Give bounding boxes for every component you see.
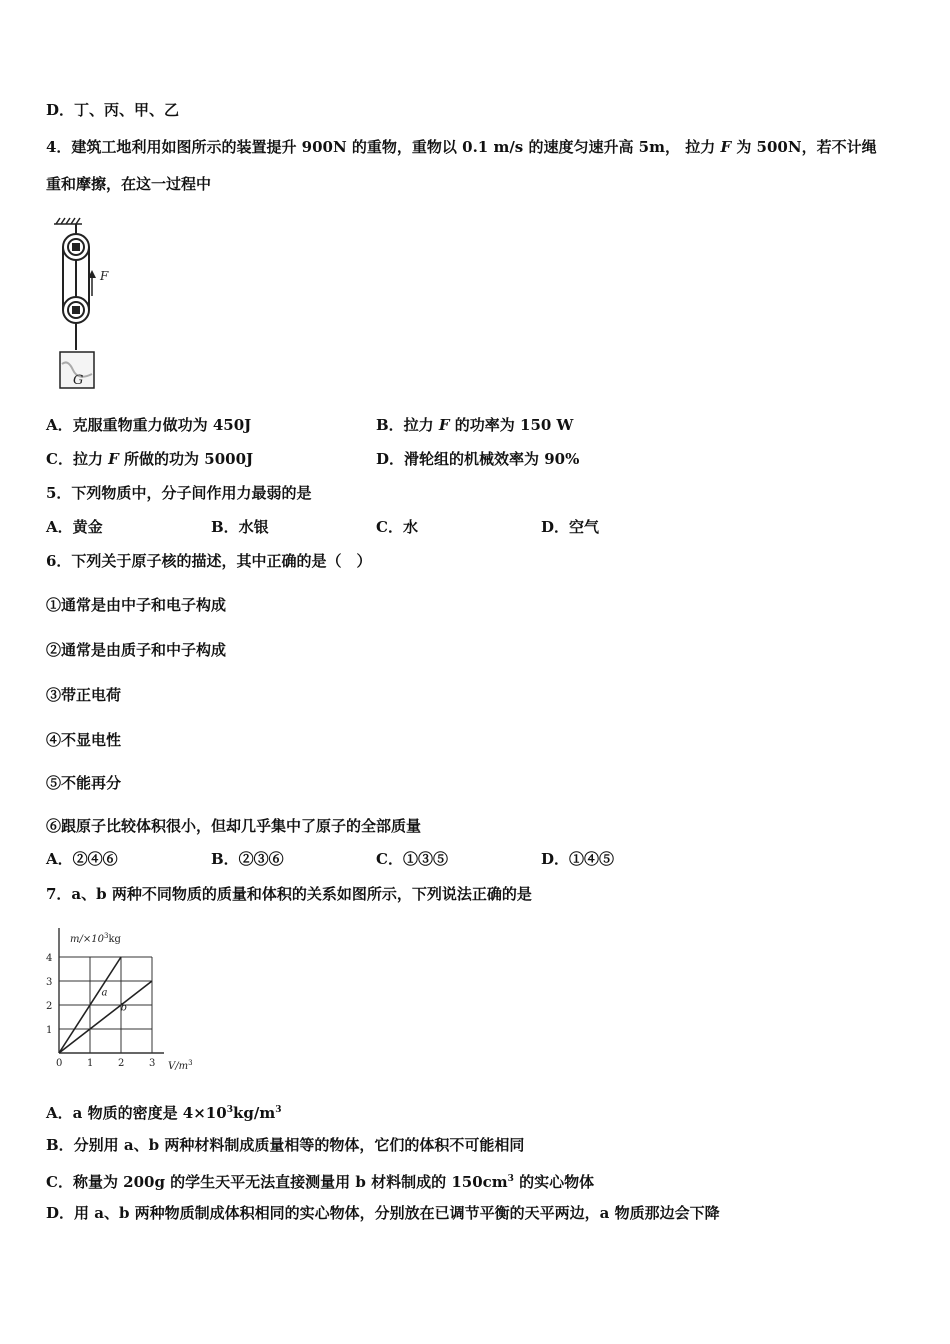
q5-stem: 5．下列物质中，分子间作用力最弱的是	[46, 484, 312, 502]
chart-ylabel: $m/\times 10^3kg$	[70, 932, 121, 945]
q4-option-a: A．克服重物重力做功为 450J	[46, 416, 252, 434]
q7-option-c: C．称量为 200g 的学生天平无法直接测量用 b 材料制成的 $150cm^3$ 的实心物体	[46, 1173, 595, 1191]
q4-option-b: B．拉力 F 的功率为 150 W	[376, 416, 574, 434]
weight-block	[60, 352, 94, 388]
q7-stem: 7．a、b 两种不同物质的质量和体积的关系如图所示，下列说法正确的是	[46, 885, 532, 903]
q5-option-c: C．水	[376, 518, 418, 536]
q7-option-b: B．分别用 a、b 两种材料制成质量相等的物体，它们的体积不可能相同	[46, 1136, 525, 1154]
q6-option-a: A．②④⑥	[46, 850, 118, 868]
x-tick-label: 3	[149, 1058, 156, 1069]
q6-option-b: B．②③⑥	[211, 850, 284, 868]
pulley-figure	[46, 214, 116, 394]
ceiling	[54, 218, 82, 224]
force-arrow	[88, 269, 109, 296]
q4-option-c: C．拉力 F 所做的功为 5000J	[46, 450, 254, 468]
q6-option-d: D．①④⑤	[541, 850, 615, 868]
q6-item-1: ①通常是由中子和电子构成	[46, 596, 227, 614]
x-tick-label: 0	[56, 1058, 63, 1069]
q3-option-d: D．丁、丙、甲、乙	[46, 101, 180, 119]
chart-xlabel: $V/m^3$	[168, 1059, 193, 1072]
y-tick-label: 4	[46, 953, 53, 964]
q6-option-c: C．①③⑤	[376, 850, 448, 868]
y-tick-label: 3	[46, 977, 53, 988]
chart-grid	[59, 928, 164, 1053]
q6-stem: 6．下列关于原子核的描述，其中正确的是（ ）	[46, 552, 372, 570]
x-tick-label: 2	[118, 1058, 125, 1069]
q4-option-d: D．滑轮组的机械效率为 90%	[376, 450, 580, 468]
mass-volume-chart	[44, 922, 206, 1078]
series-b-label: b	[120, 1002, 128, 1014]
q5-option-b: B．水银	[211, 518, 269, 536]
q4-stem-line2: 重和摩擦，在这一过程中	[46, 175, 212, 193]
q7-option-a: A．a 物质的密度是 $4\times 10^3kg/m^3$	[46, 1104, 282, 1122]
q4-stem-line1: 4．建筑工地利用如图所示的装置提升 900N 的重物，重物以 0.1 m/s 的速度匀速升高 5m， 拉力 F 为 500N，若不计绳	[46, 138, 877, 156]
q6-item-6: ⑥跟原子比较体积很小，但却几乎集中了原子的全部质量	[46, 817, 422, 835]
q5-option-a: A．黄金	[46, 518, 103, 536]
y-tick-label: 1	[46, 1025, 53, 1036]
q6-item-4: ④不显电性	[46, 731, 122, 749]
x-tick-label: 1	[87, 1058, 94, 1069]
q5-option-d: D．空气	[541, 518, 600, 536]
movable-pulley	[63, 297, 89, 350]
fixed-pulley	[63, 224, 89, 266]
q6-item-3: ③带正电荷	[46, 686, 122, 704]
weight-label: G	[73, 373, 84, 388]
y-tick-label: 2	[46, 1001, 53, 1012]
q6-item-2: ②通常是由质子和中子构成	[46, 641, 227, 659]
series-a-label: a	[101, 987, 108, 999]
force-label: F	[100, 269, 109, 283]
q7-option-d: D．用 a、b 两种物质制成体积相同的实心物体，分别放在已调节平衡的天平两边，a 物质那边会下降	[46, 1204, 720, 1222]
chart-tick-labels	[46, 953, 155, 1069]
q6-item-5: ⑤不能再分	[46, 774, 122, 792]
